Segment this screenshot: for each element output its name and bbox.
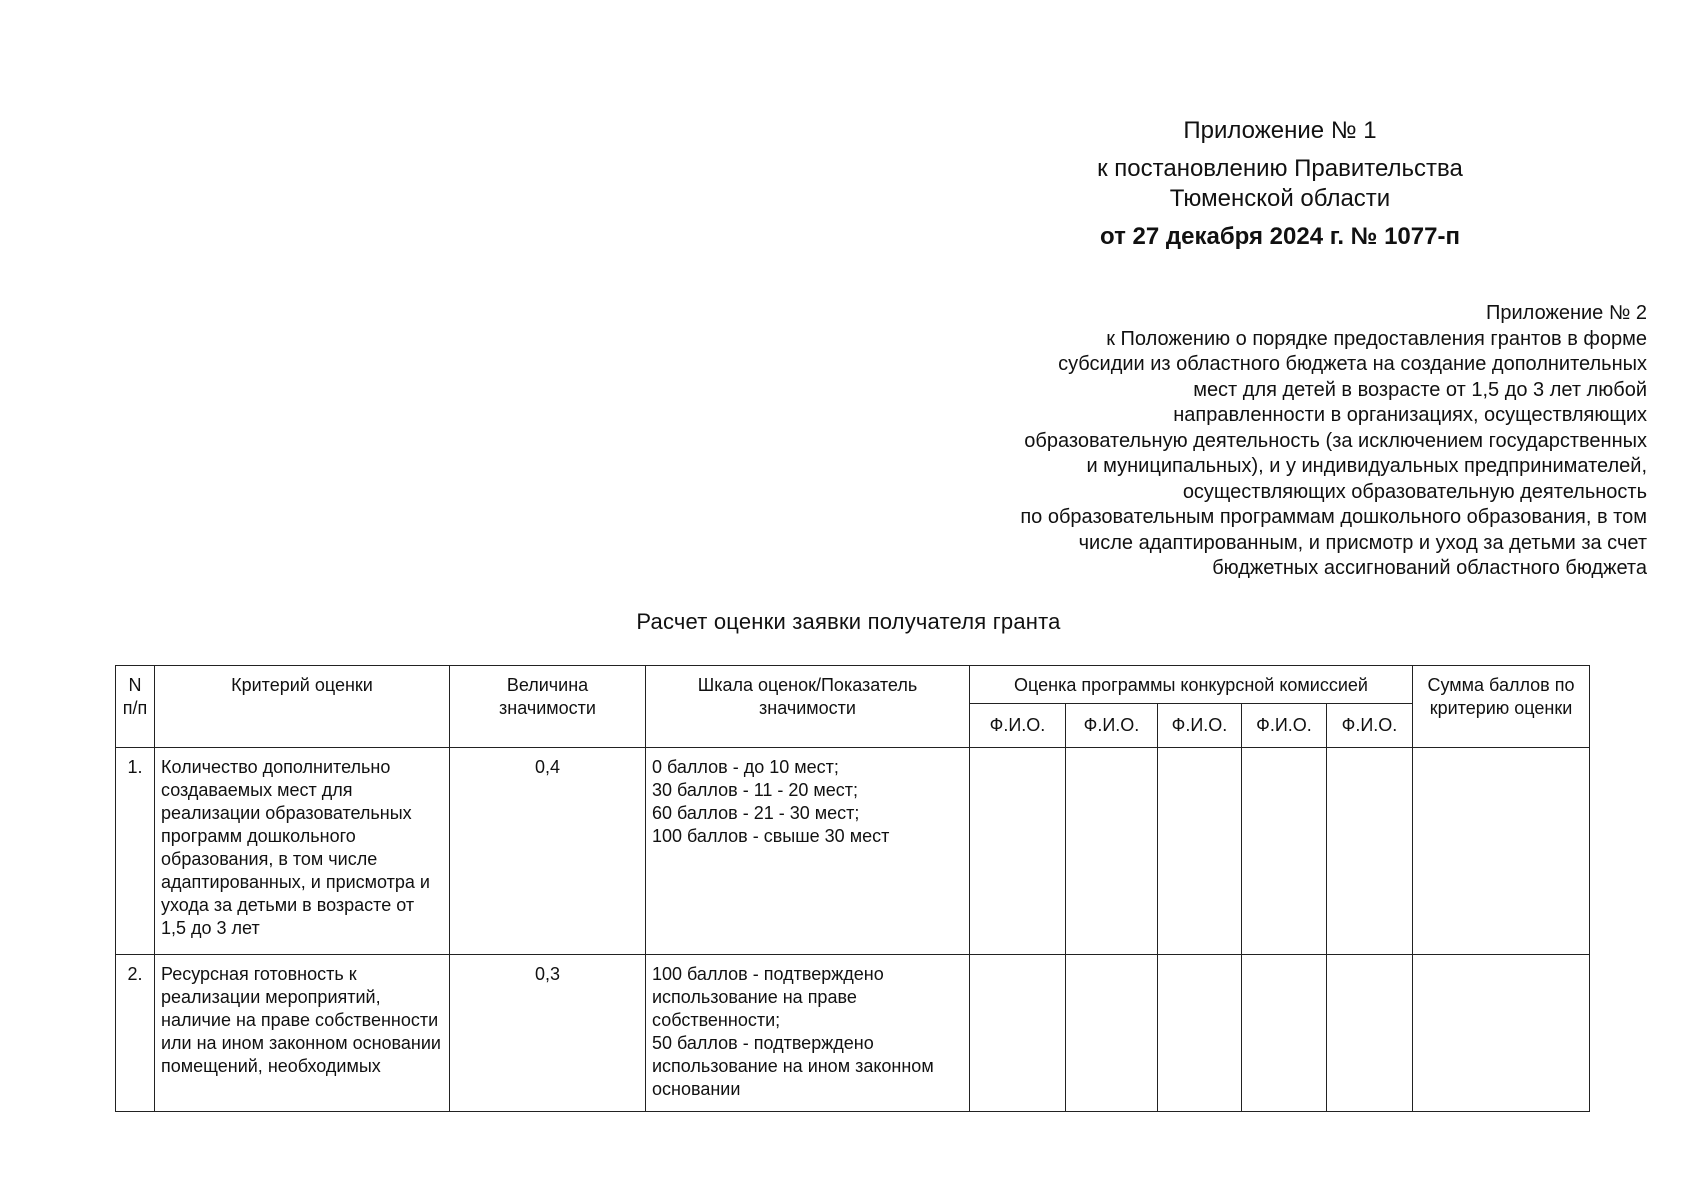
header-fio: Ф.И.О. bbox=[1158, 704, 1242, 748]
header-fio: Ф.И.О. bbox=[1066, 704, 1158, 748]
table-row bbox=[116, 955, 1590, 1112]
appendix-2-line: к Положению о порядке предоставления грантов в форме bbox=[1106, 327, 1647, 350]
total-cell bbox=[1413, 748, 1590, 955]
score-cell bbox=[970, 955, 1066, 1112]
appendix-2-line: числе адаптированным, и присмотр и уход за детьми за счет bbox=[1078, 531, 1647, 554]
score-cell bbox=[970, 748, 1066, 955]
appendix-2-line: и муниципальных), и у индивидуальных предпринимателей, bbox=[1086, 455, 1647, 477]
score-cell bbox=[1242, 748, 1327, 955]
decree-reference: к постановлению Правительства Тюменской области bbox=[1097, 155, 1463, 212]
header-num: N п/п bbox=[116, 666, 155, 748]
header-criterion: Критерий оценки bbox=[155, 666, 450, 748]
appendix-1-title: Приложение № 1 bbox=[1183, 117, 1377, 144]
row-scale: 100 баллов - подтверждено использование на праве собственности; 50 баллов - подтверждено использование на ином законном основании bbox=[646, 955, 970, 1112]
header-scale: Шкала оценок/Показатель значимости bbox=[646, 666, 970, 748]
table-row bbox=[116, 748, 1590, 955]
score-cell bbox=[1158, 955, 1242, 1112]
appendix-2-line: мест для детей в возрасте от 1,5 до 3 лет любой bbox=[1193, 378, 1647, 401]
row-criterion: Количество дополнительно создаваемых мест для реализации образовательных программ дошкольного образования, в том числе адаптированных, и присмотра и ухода за детьми в возрасте от 1,5 до 3 лет bbox=[155, 748, 450, 955]
row-num: 2. bbox=[116, 955, 155, 1112]
appendix-2-line: образовательную деятельность (за исключением государственных bbox=[1024, 429, 1647, 452]
score-cell bbox=[1066, 748, 1158, 955]
header-commission: Оценка программы конкурсной комиссией bbox=[970, 666, 1413, 704]
header-weight: Величина значимости bbox=[450, 666, 646, 748]
header-fio: Ф.И.О. bbox=[1242, 704, 1327, 748]
appendix-2-line: осуществляющих образовательную деятельность bbox=[1182, 480, 1647, 503]
appendix-2-block bbox=[887, 301, 1647, 582]
decree-header bbox=[1040, 116, 1520, 252]
score-cell bbox=[1066, 955, 1158, 1112]
decree-date: от 27 декабря 2024 г. № 1077-п bbox=[1100, 223, 1460, 250]
header-total: Сумма баллов по критерию оценки bbox=[1413, 666, 1590, 748]
appendix-2-title: Приложение № 2 bbox=[1486, 302, 1647, 324]
score-cell bbox=[1242, 955, 1327, 1112]
row-weight: 0,3 bbox=[450, 955, 646, 1112]
evaluation-table bbox=[115, 665, 1590, 1112]
row-weight: 0,4 bbox=[450, 748, 646, 955]
appendix-2-line: субсидии из областного бюджета на создание дополнительных bbox=[1058, 353, 1647, 375]
appendix-2-line: бюджетных ассигнований областного бюджета bbox=[1212, 557, 1647, 579]
score-cell bbox=[1158, 748, 1242, 955]
appendix-2-line: по образовательным программам дошкольного образования, в том bbox=[1020, 506, 1647, 528]
row-criterion: Ресурсная готовность к реализации мероприятий, наличие на праве собственности или на ином законном основании помещений, необходимых bbox=[155, 955, 450, 1112]
header-fio: Ф.И.О. bbox=[970, 704, 1066, 748]
total-cell bbox=[1413, 955, 1590, 1112]
score-cell bbox=[1327, 955, 1413, 1112]
table-header-row bbox=[116, 666, 1590, 704]
row-scale: 0 баллов - до 10 мест; 30 баллов - 11 - 20 мест; 60 баллов - 21 - 30 мест; 100 баллов - свыше 30 мест bbox=[646, 748, 970, 955]
score-cell bbox=[1327, 748, 1413, 955]
header-fio: Ф.И.О. bbox=[1327, 704, 1413, 748]
appendix-2-line: направленности в организациях, осуществляющих bbox=[1173, 404, 1647, 426]
document-title: Расчет оценки заявки получателя гранта bbox=[636, 609, 1061, 634]
row-num: 1. bbox=[116, 748, 155, 955]
